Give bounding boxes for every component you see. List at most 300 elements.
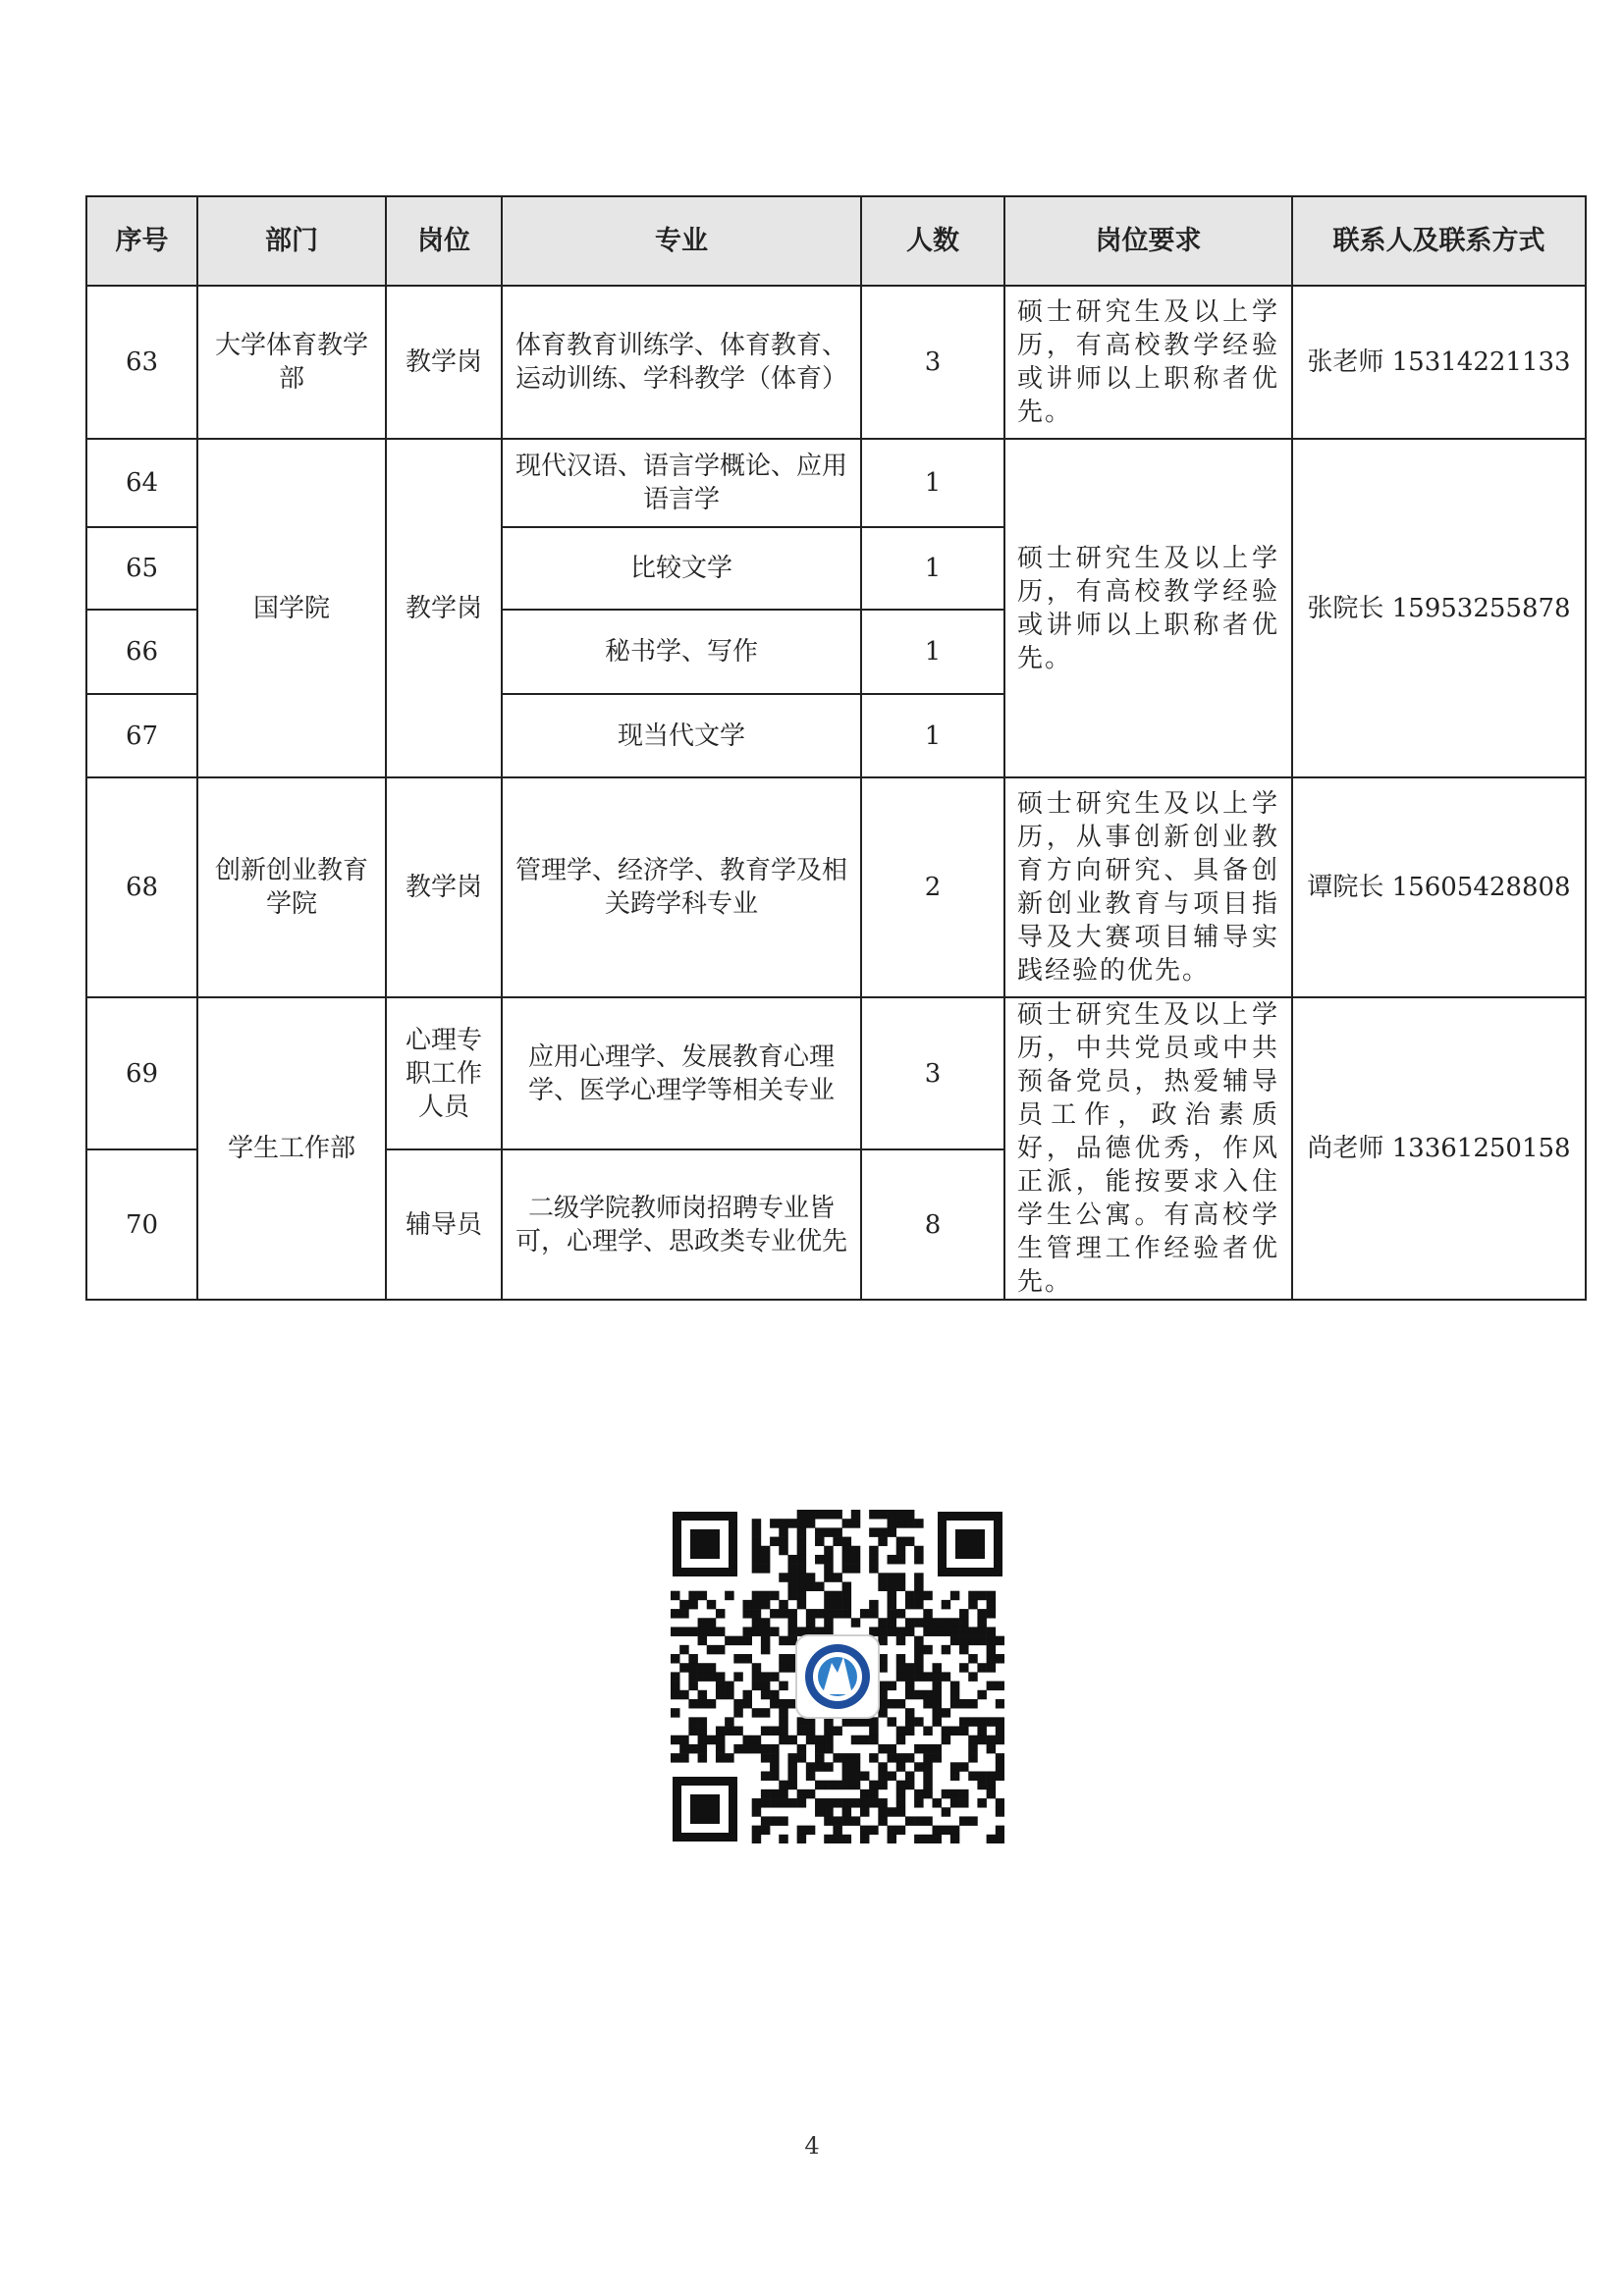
qr-module [806,1727,815,1735]
qr-module [824,1816,833,1825]
qr-module [743,1690,752,1699]
qr-module [761,1826,770,1835]
qr-module [797,1582,806,1591]
qr-module [914,1789,923,1798]
qr-module [896,1735,905,1744]
qr-module [761,1771,770,1780]
qr-module [707,1627,716,1635]
qr-module [824,1618,833,1627]
qr-module [698,1636,707,1645]
qr-module [869,1735,878,1744]
qr-module [914,1618,923,1627]
qr-module [787,1753,796,1762]
department-cell: 学生工作部 [197,997,386,1300]
qr-module [896,1762,905,1771]
qr-module [996,1771,1004,1780]
qr-module [996,1636,1004,1645]
contact-cell: 尚老师 13361250158 [1292,997,1586,1300]
qr-module [824,1510,833,1519]
serial-cell: 68 [86,777,197,997]
qr-module [977,1591,986,1600]
qr-module [716,1744,725,1753]
qr-module [806,1510,815,1519]
qr-module [787,1573,796,1581]
qr-module [923,1762,932,1771]
qr-module [779,1708,787,1717]
qr-module [787,1798,796,1807]
qr-module [770,1816,779,1825]
qr-module [923,1690,932,1699]
qr-module [950,1699,959,1708]
qr-module [869,1781,878,1789]
qr-module [787,1627,796,1635]
qr-module [950,1798,959,1807]
qr-module [671,1672,679,1681]
qr-module [905,1781,914,1789]
qr-module [905,1618,914,1627]
qr-module [671,1654,679,1663]
qr-module [797,1600,806,1609]
qr-module [977,1727,986,1735]
qr-module [878,1708,887,1717]
qr-module [923,1781,932,1789]
qr-module [896,1519,905,1527]
qr-module [761,1753,770,1762]
qr-module [797,1537,806,1546]
qr-module [923,1744,932,1753]
qr-module [851,1781,860,1789]
qr-module [743,1654,752,1663]
requirements-cell: 硕士研究生及以上学历，从事创新创业教育方向研究、具备创新创业教育与项目指导及大赛项目辅导实践经验的优先。 [1004,777,1292,997]
qr-module [987,1636,996,1645]
qr-module [878,1618,887,1627]
serial-cell: 66 [86,610,197,694]
qr-module [888,1807,896,1816]
qr-module [888,1510,896,1519]
qr-module [752,1735,761,1744]
qr-module [905,1627,914,1635]
qr-module [752,1555,761,1564]
qr-module [888,1573,896,1581]
header-requirements: 岗位要求 [1004,196,1292,286]
header-count: 人数 [861,196,1004,286]
qr-module [905,1753,914,1762]
qr-module [770,1762,779,1771]
qr-module [743,1627,752,1635]
qr-module [842,1564,851,1573]
qr-module [950,1636,959,1645]
qr-module [797,1798,806,1807]
qr-module [888,1609,896,1618]
qr-module [733,1636,742,1645]
qr-module [761,1546,770,1555]
qr-module [914,1672,923,1681]
qr-module [797,1573,806,1581]
qr-module [987,1744,996,1753]
qr-module [923,1591,932,1600]
qr-module [833,1510,841,1519]
qr-module [878,1537,887,1546]
serial-cell: 69 [86,997,197,1149]
qr-module [806,1609,815,1618]
qr-module [716,1672,725,1681]
qr-module [787,1735,796,1744]
qr-module [851,1762,860,1771]
qr-module [905,1682,914,1690]
qr-module [996,1762,1004,1771]
qr-module [779,1573,787,1581]
qr-module [770,1771,779,1780]
qr-module [942,1600,950,1609]
qr-module [987,1717,996,1726]
qr-module [833,1798,841,1807]
qr-module [797,1826,806,1835]
qr-module [860,1807,869,1816]
qr-module [733,1708,742,1717]
qr-module [923,1835,932,1843]
qr-module [896,1807,905,1816]
qr-module [942,1727,950,1735]
qr-module [761,1618,770,1627]
qr-module [942,1645,950,1654]
qr-module [914,1600,923,1609]
qr-module [950,1826,959,1835]
qr-module [914,1582,923,1591]
qr-module [725,1636,733,1645]
qr-module [833,1609,841,1618]
qr-module [869,1727,878,1735]
qr-module [888,1699,896,1708]
qr-module [779,1835,787,1843]
qr-module [787,1591,796,1600]
qr-module [743,1699,752,1708]
qr-module [996,1753,1004,1762]
table-row [86,439,1586,527]
qr-module [698,1627,707,1635]
qr-module [968,1636,977,1645]
qr-module [815,1537,824,1546]
qr-module [914,1762,923,1771]
requirements-cell: 硕士研究生及以上学历，有高校教学经验或讲师以上职称者优先。 [1004,439,1292,777]
qr-module [779,1717,787,1726]
table-row [86,777,1586,997]
qr-module [888,1519,896,1527]
qr-module [688,1591,697,1600]
qr-module [932,1708,941,1717]
qr-module [905,1816,914,1825]
qr-module [716,1727,725,1735]
qr-module [716,1753,725,1762]
qr-module [987,1645,996,1654]
qr-module [996,1699,1004,1708]
qr-module [779,1546,787,1555]
qr-module [761,1789,770,1798]
qr-module [905,1727,914,1735]
qr-module [878,1636,887,1645]
serial-cell: 63 [86,286,197,439]
qr-module [923,1672,932,1681]
qr-module [932,1682,941,1690]
qr-module [869,1798,878,1807]
qr-module [733,1727,742,1735]
qr-module [752,1663,761,1672]
qr-module [896,1654,905,1663]
post-cell: 辅导员 [386,1149,502,1300]
qr-module [833,1573,841,1581]
qr-module [996,1835,1004,1843]
qr-module [743,1600,752,1609]
qr-module [878,1781,887,1789]
qr-module [770,1744,779,1753]
qr-module [977,1717,986,1726]
qr-module [770,1609,779,1618]
qr-module [914,1717,923,1726]
major-cell: 比较文学 [502,527,861,610]
major-cell: 体育教育训练学、体育教育、运动训练、学科教学（体育） [502,286,861,439]
qr-module [824,1781,833,1789]
qr-module [824,1762,833,1771]
qr-module [888,1600,896,1609]
qr-module [987,1663,996,1672]
qr-module [688,1717,697,1726]
qr-module [842,1555,851,1564]
qr-module [779,1781,787,1789]
qr-module [959,1762,968,1771]
qr-module [851,1564,860,1573]
qr-module [688,1672,697,1681]
qr-module [869,1789,878,1798]
qr-module [851,1735,860,1744]
qr-module [787,1762,796,1771]
qr-module [959,1717,968,1726]
qr-module [797,1727,806,1735]
qr-module [797,1835,806,1843]
qr-module [806,1582,815,1591]
qr-module [914,1690,923,1699]
contact-cell: 张院长 15953255878 [1292,439,1586,777]
qr-module [896,1663,905,1672]
qr-module [905,1672,914,1681]
qr-module [959,1627,968,1635]
qr-module [905,1537,914,1546]
qr-module [787,1771,796,1780]
qr-module [698,1753,707,1762]
qr-module [815,1762,824,1771]
qr-module [888,1835,896,1843]
qr-module [797,1744,806,1753]
qr-module [977,1690,986,1699]
qr-module [896,1636,905,1645]
qr-module [779,1609,787,1618]
qr-module [752,1564,761,1573]
qr-module [888,1771,896,1780]
qr-module [761,1600,770,1609]
qr-module [959,1699,968,1708]
qr-module [996,1807,1004,1816]
qr-module [923,1771,932,1780]
qr-module [950,1591,959,1600]
qr-module [842,1519,851,1527]
qr-module [968,1717,977,1726]
qr-module [896,1789,905,1798]
qr-module [761,1555,770,1564]
qr-module [733,1672,742,1681]
qr-module [671,1708,679,1717]
qr-module [878,1527,887,1536]
qr-module [896,1609,905,1618]
qr-module [833,1600,841,1609]
qr-module [761,1727,770,1735]
qr-module [914,1573,923,1581]
qr-module [671,1690,679,1699]
qr-module [787,1555,796,1564]
qr-module [851,1816,860,1825]
qr-module [806,1573,815,1581]
qr-module [959,1816,968,1825]
qr-module [833,1527,841,1536]
qr-module [932,1627,941,1635]
qr-module [770,1690,779,1699]
qr-module [860,1826,869,1835]
qr-module [698,1663,707,1672]
qr-module [679,1609,688,1618]
qr-module [888,1682,896,1690]
qr-module [878,1798,887,1807]
qr-module [779,1654,787,1663]
qr-module [779,1663,787,1672]
qr-module [896,1537,905,1546]
qr-module [815,1555,824,1564]
qr-module [779,1727,787,1735]
qr-module [869,1564,878,1573]
header-department: 部门 [197,196,386,286]
qr-module [725,1682,733,1690]
qr-module [797,1527,806,1536]
qr-module [888,1591,896,1600]
qr-module [716,1690,725,1699]
qr-module [725,1753,733,1762]
qr-module [761,1682,770,1690]
qr-module [824,1798,833,1807]
qr-module [779,1519,787,1527]
qr-module [942,1735,950,1744]
qr-module [959,1645,968,1654]
qr-module [905,1510,914,1519]
qr-module [787,1564,796,1573]
qr-module [688,1654,697,1663]
qr-module [860,1771,869,1780]
qr-module [878,1816,887,1825]
qr-module [923,1789,932,1798]
qr-module [716,1627,725,1635]
qr-module [842,1771,851,1780]
qr-module [914,1663,923,1672]
qr-module [950,1771,959,1780]
qr-module [761,1690,770,1699]
qr-module [815,1753,824,1762]
qr-module [851,1546,860,1555]
qr-module [797,1564,806,1573]
qr-module [743,1609,752,1618]
school-logo-icon [796,1635,879,1718]
qr-module [842,1798,851,1807]
qr-module [671,1627,679,1635]
qr-module [950,1627,959,1635]
qr-module [824,1591,833,1600]
qr-module [888,1527,896,1536]
qr-module [770,1798,779,1807]
qr-module [888,1618,896,1627]
qr-module [851,1753,860,1762]
post-cell: 教学岗 [386,286,502,439]
post-cell: 教学岗 [386,777,502,997]
qr-module [914,1798,923,1807]
count-cell: 1 [861,694,1004,777]
qr-module [896,1582,905,1591]
qr-module [806,1826,815,1835]
qr-module [779,1537,787,1546]
qr-module [851,1618,860,1627]
qr-module [968,1699,977,1708]
qr-module [977,1781,986,1789]
qr-module [923,1727,932,1735]
count-cell: 8 [861,1149,1004,1300]
qr-module [679,1645,688,1654]
qr-module [905,1663,914,1672]
qr-module [932,1835,941,1843]
qr-module [688,1600,697,1609]
qr-module [869,1555,878,1564]
qr-module [815,1735,824,1744]
qr-module [787,1609,796,1618]
qr-module [950,1690,959,1699]
qr-module [923,1645,932,1654]
qr-module [671,1735,679,1744]
qr-module [833,1835,841,1843]
qr-module [770,1672,779,1681]
qr-module [888,1826,896,1835]
qr-module [959,1618,968,1627]
qr-module [815,1582,824,1591]
qr-module [752,1618,761,1627]
table-header-row [86,196,1586,286]
qr-module [761,1591,770,1600]
qr-module [797,1519,806,1527]
qr-module [716,1735,725,1744]
qr-module [698,1699,707,1708]
qr-module [679,1744,688,1753]
qr-module [752,1609,761,1618]
qr-module [698,1744,707,1753]
header-contact: 联系人及联系方式 [1292,196,1586,286]
qr-module [842,1537,851,1546]
qr-module [761,1627,770,1635]
qr-module [842,1582,851,1591]
qr-module [787,1582,796,1591]
qr-module [761,1645,770,1654]
qr-module [707,1663,716,1672]
qr-code-icon[interactable] [671,1510,1004,1843]
qr-module [752,1527,761,1536]
qr-module [950,1727,959,1735]
qr-module [942,1618,950,1627]
qr-module [905,1717,914,1726]
qr-module [779,1527,787,1536]
qr-module [977,1798,986,1807]
qr-module [950,1835,959,1843]
qr-module [923,1753,932,1762]
qr-module [869,1527,878,1536]
